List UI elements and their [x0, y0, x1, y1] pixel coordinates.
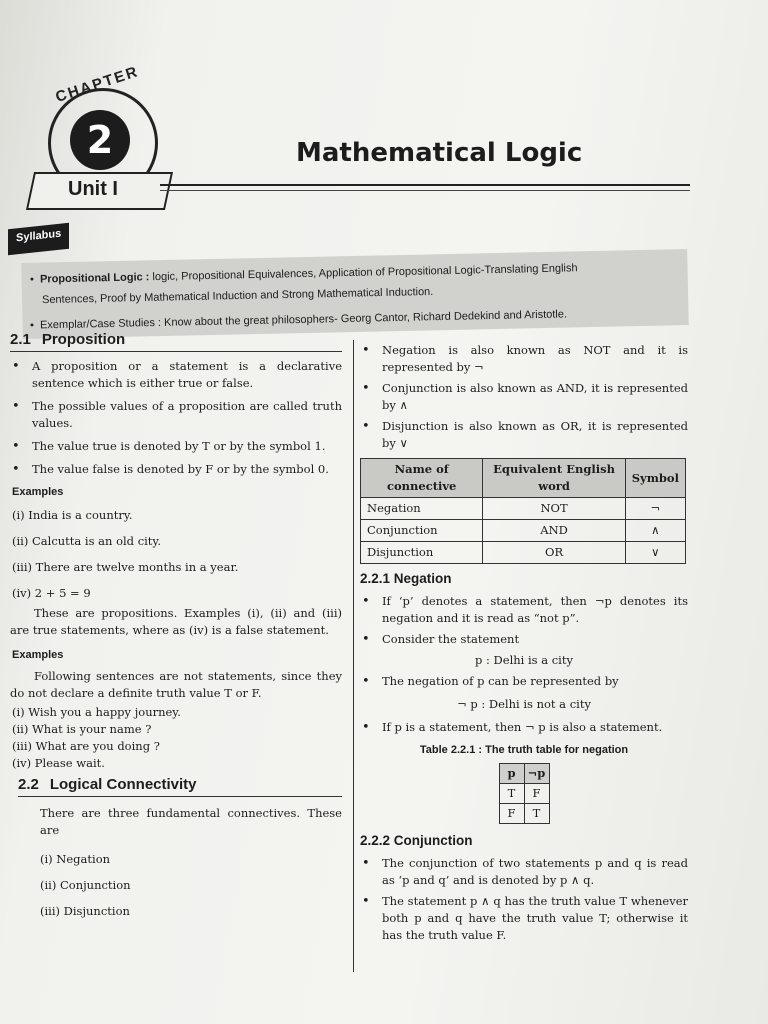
table-header: Equivalent English word — [483, 459, 625, 498]
proposition-bullet: • The possible values of a proposition are called truth values. — [10, 398, 342, 432]
table-header: Name of connective — [361, 459, 483, 498]
table-row — [499, 804, 549, 824]
negation-bullet: • If p is a statement, then ¬ p is also a statement. — [360, 719, 688, 736]
truth-table-caption: Table 2.2.1 : The truth table for negation — [419, 744, 629, 756]
table-header: ¬p — [524, 764, 549, 784]
non-statements-note: Following sentences are not statements, since they do not declare a definite truth value T or F. — [10, 669, 342, 700]
syllabus-text-1: logic, Propositional Equivalences, Application of Propositional Logic-Translating English — [152, 262, 578, 284]
table-cell: T — [524, 804, 549, 824]
table-cell: Negation — [361, 498, 483, 520]
table-cell: OR — [483, 542, 625, 564]
table-row — [361, 498, 686, 520]
table-cell: NOT — [483, 498, 625, 520]
connective-bullet: • Negation is also known as NOT and it is represented by ¬ — [360, 342, 688, 376]
table-header: p — [499, 764, 524, 784]
examples-heading-2: Examples — [12, 649, 64, 661]
proposition-bullet: • A proposition or a statement is a declarative sentence which is either true or false. — [10, 358, 342, 392]
left-column — [10, 331, 342, 920]
table-cell: T — [499, 784, 524, 804]
table-header-row — [499, 764, 549, 784]
table-header-row — [361, 459, 686, 498]
connective-item: (i) Negation — [40, 852, 111, 866]
table-cell: Conjunction — [361, 520, 483, 542]
section-2-2-2-title: 2.2.2 Conjunction — [360, 833, 473, 848]
non-statement-item: (iii) What are you doing ? — [12, 739, 160, 753]
example-item: (iv) 2 + 5 = 9 — [12, 586, 91, 600]
connective-bullet: • Disjunction is also known as OR, it is represented by ∨ — [360, 418, 688, 452]
negation-statement: p : Delhi is a city — [475, 653, 573, 667]
section-2-1-title: Proposition — [41, 331, 126, 348]
syllabus-tab: Syllabus — [8, 223, 69, 255]
syllabus-label: Propositional Logic : — [39, 271, 150, 286]
section-2-1-number: 2.1 — [10, 331, 31, 348]
example-item: (iii) There are twelve months in a year. — [12, 560, 239, 574]
title-rule-thin — [160, 190, 690, 191]
column-divider — [353, 340, 354, 972]
chapter-word: CHAPTER — [53, 63, 142, 106]
table-cell: AND — [483, 520, 625, 542]
table-cell: F — [499, 804, 524, 824]
syllabus-text-3: Exemplar/Case Studies : Know about the great philosophers- Georg Cantor, Richard Dedekind and Aristotle. — [39, 308, 568, 332]
non-statement-item: (iv) Please wait. — [12, 756, 105, 770]
example-item: (ii) Calcutta is an old city. — [12, 534, 162, 548]
proposition-bullet: • The value false is denoted by F or by the symbol 0. — [10, 461, 342, 478]
chapter-number: 2 — [86, 118, 114, 162]
unit-label: Unit I — [68, 178, 118, 200]
title-rule — [160, 184, 690, 186]
table-row — [361, 520, 686, 542]
non-statement-item: (i) Wish you a happy journey. — [12, 705, 181, 719]
syllabus-line-3: • Exemplar/Case Studies : Know about the great philosophers- Georg Cantor, Richard Dedekind and Aristotle. — [29, 308, 568, 332]
table-cell: Disjunction — [361, 542, 483, 564]
table-cell: ¬ — [625, 498, 685, 520]
truth-table-negation — [499, 763, 550, 824]
negation-bullet: • Consider the statement — [360, 631, 688, 648]
negation-bullet: • If ‘p’ denotes a statement, then ¬p denotes its negation and it is read as “not p”. — [360, 593, 688, 627]
section-2-2-title: Logical Connectivity — [49, 776, 197, 793]
connectives-intro: There are three fundamental connectives. These are — [40, 806, 342, 837]
table-row — [361, 542, 686, 564]
table-header: Symbol — [625, 459, 685, 498]
section-2-2-heading — [18, 776, 342, 797]
non-statement-item: (ii) What is your name ? — [12, 722, 152, 736]
example-item: (i) India is a country. — [12, 508, 133, 522]
conjunction-bullet: • The statement p ∧ q has the truth value T whenever both p and q have the truth value T; otherwise it has the truth value F. — [360, 893, 688, 944]
examples-note: These are propositions. Examples (i), (ii) and (iii) are true statements, where as (iv) is a false statement. — [10, 606, 342, 637]
chapter-title: Mathematical Logic — [296, 138, 583, 168]
proposition-bullet: • The value true is denoted by T or by the symbol 1. — [10, 438, 342, 455]
connectives-table — [360, 458, 686, 564]
negation-statement: ¬ p : Delhi is not a city — [457, 697, 591, 711]
table-row — [499, 784, 549, 804]
table-cell: ∧ — [625, 520, 685, 542]
negation-bullet: • The negation of p can be represented by — [360, 673, 688, 690]
table-cell: ∨ — [625, 542, 685, 564]
section-2-2-1-title: 2.2.1 Negation — [360, 571, 452, 586]
connective-bullet: • Conjunction is also known as AND, it is represented by ∧ — [360, 380, 688, 414]
syllabus-line-2: Sentences, Proof by Mathematical Induction and Strong Mathematical Induction. — [41, 285, 434, 307]
connective-item: (iii) Disjunction — [40, 904, 130, 918]
examples-heading: Examples — [12, 486, 64, 498]
right-column — [360, 342, 688, 944]
section-2-1-heading — [10, 331, 342, 352]
syllabus-line-1: • Propositional Logic : logic, Propositional Equivalences, Application of Propositional Logic-Translating English — [29, 262, 578, 286]
conjunction-bullet: • The conjunction of two statements p and q is read as ‘p and q’ and is denoted by p ∧ q. — [360, 855, 688, 889]
table-cell: F — [524, 784, 549, 804]
section-2-2-number: 2.2 — [18, 776, 39, 793]
connective-item: (ii) Conjunction — [40, 878, 131, 892]
